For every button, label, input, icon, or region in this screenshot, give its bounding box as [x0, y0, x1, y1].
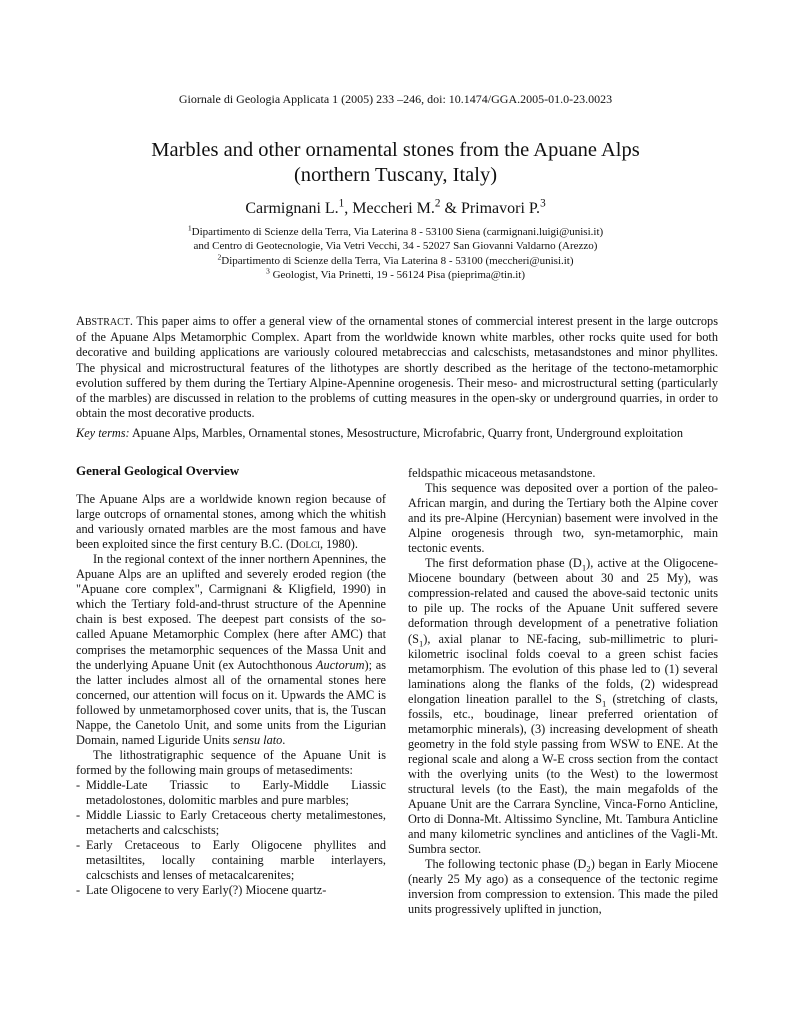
list-item [76, 808, 386, 838]
affiliation-line [0, 268, 791, 282]
subscript: 2 [586, 863, 591, 874]
author-1: Carmignani L. [245, 200, 339, 217]
key-terms [76, 426, 718, 441]
right-column [408, 466, 718, 917]
list-item [76, 778, 386, 808]
citation-author: Dolci [290, 537, 320, 552]
subscript: 1 [418, 637, 424, 648]
affiliation-text: Dipartimento di Scienze della Terra, Via Laterina 8 - 53100 (meccheri@unisi.it) [221, 254, 574, 267]
paragraph-text: The following tectonic phase (D [425, 857, 587, 872]
subscript: 1 [581, 562, 587, 573]
list-item-text: Middle Liassic to Early Cretaceous cherty metalimestones, metacherts and calcschists; [86, 808, 386, 838]
list-item [76, 838, 386, 883]
key-terms-text: Apuane Alps, Marbles, Ornamental stones, Mesostructure, Microfabric, Quarry front, Underground exploitation [129, 426, 683, 440]
affiliation-mark: 3 [265, 266, 270, 276]
paragraph-text: The first deformation phase (D [425, 556, 582, 571]
list-item-text: Late Oligocene to very Early(?) Miocene quartz- [86, 883, 327, 898]
paragraph-text: (stretching of clasts, fossils, etc., boudinage, linear preferred orientation of metamorphic minerals), (3) increasing development of sheath geometry in the fold style passing from WSW to ENE. At the regional scale and along a W-E cross section from the contact with the overlying units (to the West) to the lowermost structural levels (to the East), the main megafolds of the Apuane Unit are the Carrara Syncline, Vinca-Forno Anticline, Orto di Donna-Mt. Altissimo Syncline, Mt. Tambura Anticline and many kilometric synclines and anticlines of the Vagli-Mt. Sumbra sector. [408, 691, 718, 857]
affiliation-line [0, 239, 791, 253]
affiliation-mark: 2 [217, 251, 222, 261]
paragraph: This sequence was deposited over a portion of the paleo-African margin, and during the Tertiary both the Alpine cover and its pre-Alpine (Hercynian) basement were involved in the Alpine orogenesis through two, syn-metamorphic, main tectonic events. [408, 481, 718, 556]
paper-title [0, 138, 791, 188]
paragraph-text: ); as the latter includes almost all of the ornamental stones here concerned, our attention will focus on it. Upwards the AMC is followed by unmetamorphosed cover units, that is, the Tuscan Nappe, the Canetolo Unit, and some units from the Ligurian Domain, named Liguride Units [76, 657, 386, 747]
affiliation-line [0, 251, 791, 268]
paragraph-text: ) began in Early Miocene (nearly 25 My ago) as a consequence of the tectonic regime inversion from compression to extension. This made the piled units progressively uplifted in junction, [408, 857, 718, 917]
affiliation-line [0, 225, 791, 239]
author-3-affil-mark: 3 [540, 197, 546, 210]
paragraph-text: ), active at the Oligocene-Miocene boundary (between about 30 and 25 My), was compression-related and caused the above-said tectonic units to pile up. The rocks of the Apuane Unit suffered severe deformation through development of a penetrative foliation (S [408, 556, 718, 646]
title-line-2: (northern Tuscany, Italy) [293, 164, 498, 186]
abstract-label-initial: A [76, 314, 85, 328]
author-separator: , [344, 200, 353, 217]
author-2-affil-mark: 2 [434, 197, 441, 210]
affiliation-text: Dipartimento di Scienze della Terra, Via Laterina 8 - 53100 Siena (carmignani.luigi@unisi.it) [191, 226, 604, 238]
journal-citation: Giornale di Geologia Applicata 1 (2005) 233 –246, doi: 10.1474/GGA.2005-01.0-23.0023 [178, 92, 613, 106]
paragraph-text: In the regional context of the inner northern Apennines, the Apuane Alps are an uplifted and severely eroded region (the "Apuane core complex", Carmignani & Kligfield, 1990) in which the Tertiary fold-and-thrust structure of the Apennine chain is best exposed. The deepest part consists of the so-called Apuane Metamorphic Complex (here after AMC) that comprises the metamorphic sequences of the Massa Unit and the underlying Apuane Unit (ex Autochthonous [76, 552, 386, 672]
paragraph-text: . [282, 732, 286, 747]
list-item [76, 883, 386, 898]
list-item-text: Early Cretaceous to Early Oligocene phyllites and metasiltites, locally containing marble interlayers, calcschists and lenses of metacalcarenites; [86, 838, 386, 883]
paragraph-text: , 1980). [320, 537, 358, 552]
paragraph: feldspathic micaceous metasandstone. [408, 466, 596, 480]
paragraph [408, 556, 718, 857]
paragraph-text: ), axial planar to NE-facing, sub-millimetric to pluri-kilometric isoclinal folds coeval to a green schist facies metamorphism. The evolution of this phase led to (1) several laminations along the flanks of the folds, (2) widespread elongation lineation parallel to the S [408, 631, 718, 706]
metasediment-list [76, 778, 386, 898]
paragraph: The lithostratigraphic sequence of the Apuane Unit is formed by the following main groups of metasediments: [76, 747, 386, 777]
list-bullet: - [76, 838, 81, 853]
author-2: Meccheri M. [352, 200, 435, 217]
italic-term: sensu lato [232, 732, 283, 747]
key-terms-label: Key terms: [76, 426, 130, 440]
paragraph [76, 552, 386, 748]
author-separator: & [440, 200, 461, 217]
paragraph [76, 492, 386, 552]
section-heading: General Geological Overview [76, 463, 240, 478]
paragraph [408, 857, 718, 917]
left-column [76, 463, 386, 898]
affiliations [0, 225, 791, 282]
abstract-label-rest: BSTRACT [84, 317, 130, 328]
list-bullet: - [76, 883, 81, 898]
affiliation-text: and Centro di Geotecnologie, Via Vetri Vecchi, 34 - 52027 San Giovanni Valdarno (Arezzo) [193, 240, 598, 253]
author-3: Primavori P. [460, 200, 541, 217]
affiliation-mark: 1 [187, 223, 192, 233]
abstract [76, 314, 718, 421]
title-line-1: Marbles and other ornamental stones from the Apuane Alps [151, 139, 640, 161]
abstract-text: . This paper aims to offer a general view of the ornamental stones of commercial interest present in the large outcrops of the Apuane Alps Metamorphic Complex. Apart from the worldwide known white marbles, other rocks quite used for both decorative and building applications are variously coloured metabreccias and calcschists, metasandstones and minor phyllites. The physical and microstructural features of the lithotypes are shortly described as the heritage of the tectono-metamorphic evolution suffered by them during the Tertiary Alpine-Apennine orogenesis. Their meso- and microstructural setting (particularly of the marbles) are discussed in relation to the problems of cutting measures in the open-sky or underground quarries, in order to obtain the most decorative products. [76, 314, 718, 421]
subscript: 1 [602, 698, 607, 709]
list-bullet: - [76, 808, 81, 823]
affiliation-text: Geologist, Via Prinetti, 19 - 56124 Pisa (pieprima@tin.it) [269, 268, 526, 281]
author-1-affil-mark: 1 [338, 197, 345, 210]
list-bullet: - [76, 777, 81, 792]
italic-term: Auctorum [316, 657, 365, 672]
list-item-text: Middle-Late Triassic to Early-Middle Liassic metadolostones, dolomitic marbles and pure marbles; [86, 777, 386, 807]
paragraph-text: The Apuane Alps are a worldwide known region because of large outcrops of ornamental stones, among which the whitish and variously ornated marbles are the most famous and have been exploited since the first century B.C. ( [76, 492, 386, 552]
author-list [0, 197, 791, 218]
